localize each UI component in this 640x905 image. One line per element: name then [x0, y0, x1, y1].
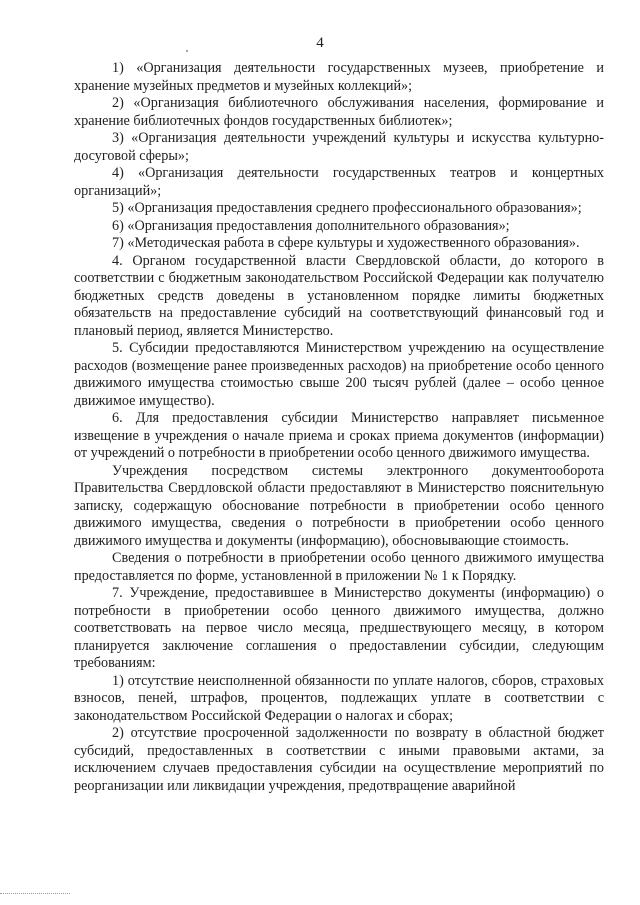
scan-speck: [186, 50, 188, 52]
paragraph-6: 6) «Организация предоставления дополнительного образования»;: [112, 217, 510, 234]
document-body: [74, 60, 604, 795]
paragraph-4: 4) «Организация деятельности государственных театров и концертных организаций»;: [74, 165, 604, 199]
paragraph-10: 6. Для предоставления субсидии Министерство направляет письменное извещение в учреждения о начале приема и сроках приема документов (информации) от учреждений о потребности в приобретении особо ценного движимого имущества.: [74, 410, 604, 461]
paragraph-11: Учреждения посредством системы электронного документооборота Правительства Свердловской области предоставляют в Министерство пояснительную записку, содержащую обоснование потребности в приобретении особо ценного движимого имущества, сведения о потребности в приобретении особо ценного движимого имущества и документы (информацию), обосновывающие стоимость.: [74, 462, 604, 549]
paragraph-15: 2) отсутствие просроченной задолженности по возврату в областной бюджет субсидий, предоставленных в соответствии с иными правовыми актами, за исключением случаев предоставления субсидии на осуществление мероприятий по реорганизации или ликвидации учреждения, предотвращение аварийной: [74, 725, 604, 794]
paragraph-13: 7. Учреждение, предоставившее в Министерство документы (информацию) о потребности в приобретении особо ценного движимого имущества, должно соответствовать на первое число месяца, предшествующего месяцу, в котором планируется заключение соглашения о предоставлении субсидии, следующим требованиям:: [74, 585, 604, 671]
paragraph-12: Сведения о потребности в приобретении особо ценного движимого имущества предоставляется по форме, установленной в приложении № 1 к Порядку.: [74, 550, 604, 584]
page-number: 4: [316, 35, 324, 51]
paragraph-9: 5. Субсидии предоставляются Министерством учреждению на осуществление расходов (возмещение ранее произведенных расходов) на приобретение особо ценного движимого имущества стоимостью свыше 200 тысяч рублей (далее – особо ценное движимое имущество).: [74, 340, 604, 409]
scan-edge-mark: [0, 893, 70, 895]
paragraph-5: 5) «Организация предоставления среднего профессионального образования»;: [112, 200, 582, 216]
paragraph-2: 2) «Организация библиотечного обслуживания населения, формирование и хранение библиотечных фондов государственных библиотек»;: [74, 95, 604, 129]
paragraph-1: 1) «Организация деятельности государственных музеев, приобретение и хранение музейных предметов и музейных коллекций»;: [74, 60, 604, 94]
paragraph-14: 1) отсутствие неисполненной обязанности по уплате налогов, сборов, страховых взносов, пеней, штрафов, процентов, подлежащих уплате в соответствии с законодательством Российской Федерации о налогах и сборах;: [74, 672, 604, 724]
paragraph-3: 3) «Организация деятельности учреждений культуры и искусства культурно-досуговой сферы»;: [74, 130, 604, 164]
paragraph-7: 7) «Методическая работа в сфере культуры и художественного образования».: [112, 235, 580, 251]
paragraph-8: 4. Органом государственной власти Свердловской области, до которого в соответствии с бюджетным законодательством Российской Федерации как получателю бюджетных средств доведены в установленном порядке лимиты бюджетных обязательств на предоставление субсидий на соответствующий финансовый год и плановый период, является Министерство.: [74, 252, 604, 339]
